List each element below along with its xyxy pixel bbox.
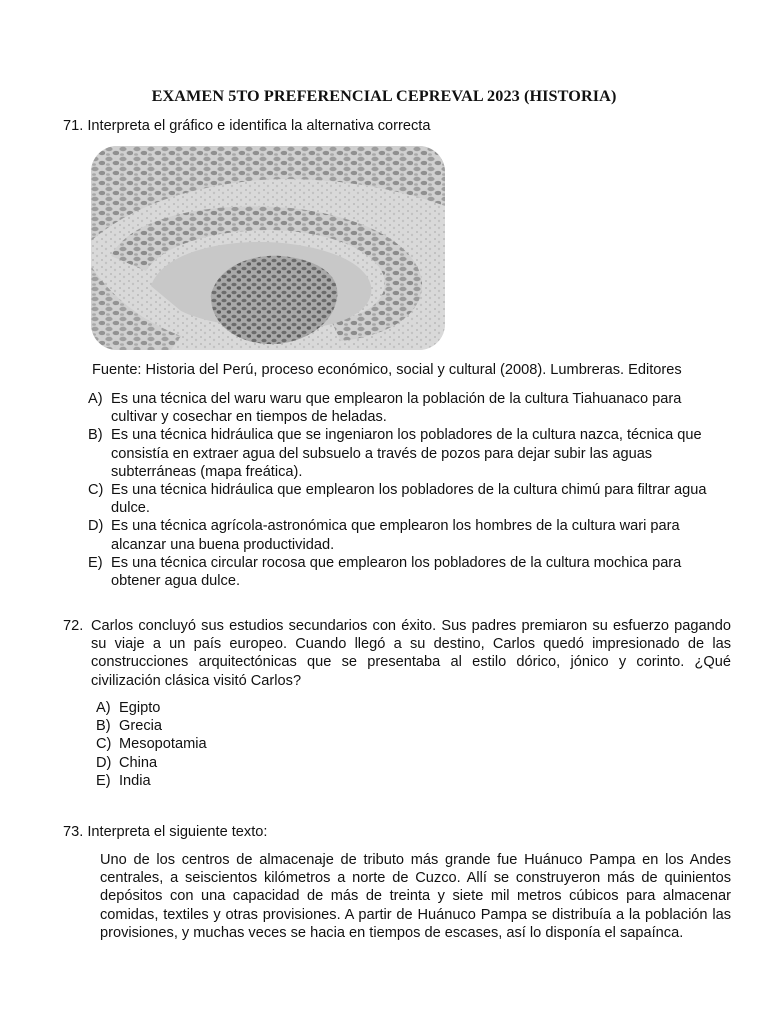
option-d[interactable] (96, 754, 396, 772)
option-key: C) (96, 736, 112, 753)
question-71-stem: 71. Interpreta el gráfico e identifica la alternativa correcta (63, 118, 431, 134)
option-text: Es una técnica hidráulica que se ingeniaron los pobladores de la cultura nazca, técnica que consistía en extraer agua del subsuelo a través de pozos para dejar subir las aguas subterráneas (mapa freática). (111, 427, 702, 480)
option-e[interactable] (96, 772, 396, 790)
question-72-stem (63, 617, 731, 690)
option-text: Es una técnica del waru waru que emplearon la población de la cultura Tiahuanaco para cultivar y cosechar en tiempos de heladas. (111, 391, 682, 426)
option-text: China (119, 754, 158, 771)
question-text: Carlos concluyó sus estudios secundarios con éxito. Sus padres premiaron su esfuerzo pagando su viaje a un país europeo. Cuando llegó a su destino, Carlos quedó impresionado de las construcciones arquitectónicas que se presentaba al estilo dórico, jónico y corinto. ¿Qué civilización clásica visitó Carlos? (91, 618, 731, 689)
option-a[interactable] (96, 699, 396, 717)
option-text: Es una técnica agrícola-astronómica que emplearon los hombres de la cultura wari para alcanzar una buena productividad. (111, 518, 680, 553)
exam-title: EXAMEN 5TO PREFERENCIAL CEPREVAL 2023 (HISTORIA) (151, 87, 617, 105)
question-number: 72. (63, 618, 84, 634)
option-a[interactable] (88, 390, 728, 426)
option-text: Grecia (119, 718, 162, 735)
option-key: D) (88, 518, 104, 535)
figure-source: Fuente: Historia del Perú, proceso económico, social y cultural (2008). Lumbreras. Editores (92, 362, 682, 378)
option-text: India (119, 772, 151, 789)
option-key: E) (96, 772, 111, 789)
option-b[interactable] (96, 717, 396, 735)
option-key: C) (88, 482, 104, 499)
question-73-passage: Uno de los centros de almacenaje de tributo más grande fue Huánuco Pampa en los Andes centrales, a seiscientos kilómetros a norte de Cuzco. Allí se construyeron más de quinientos depósitos con una capacidad de más de treinta y siete mil metros cúbicos para almacenar comidas, textiles y otras provisiones. A partir de Huánuco Pampa se distribuía a la población las provisiones, y muchas veces se hacia en tiempos de escases, así lo disponía el sapaínca. (100, 852, 731, 941)
question-73-stem: 73. Interpreta el siguiente texto: (63, 824, 268, 840)
option-key: B) (88, 427, 103, 444)
option-key: A) (96, 700, 111, 716)
option-key: A) (88, 391, 103, 407)
question-71-options (88, 390, 728, 590)
question-72-options (96, 699, 396, 790)
option-c[interactable] (88, 481, 728, 517)
option-d[interactable] (88, 517, 728, 553)
option-text: Mesopotamia (119, 736, 207, 753)
option-text: Egipto (119, 700, 161, 716)
option-b[interactable] (88, 426, 728, 481)
option-key: D) (96, 754, 112, 771)
option-text: Es una técnica hidráulica que emplearon los pobladores de la cultura chimú para filtrar agua dulce. (111, 482, 707, 517)
option-key: B) (96, 718, 111, 735)
option-key: E) (88, 554, 103, 571)
option-e[interactable] (88, 554, 728, 590)
stone-spiral-photo (91, 146, 445, 350)
option-text: Es una técnica circular rocosa que emplearon los pobladores de la cultura mochica para obtener agua dulce. (111, 554, 682, 590)
option-c[interactable] (96, 735, 396, 753)
